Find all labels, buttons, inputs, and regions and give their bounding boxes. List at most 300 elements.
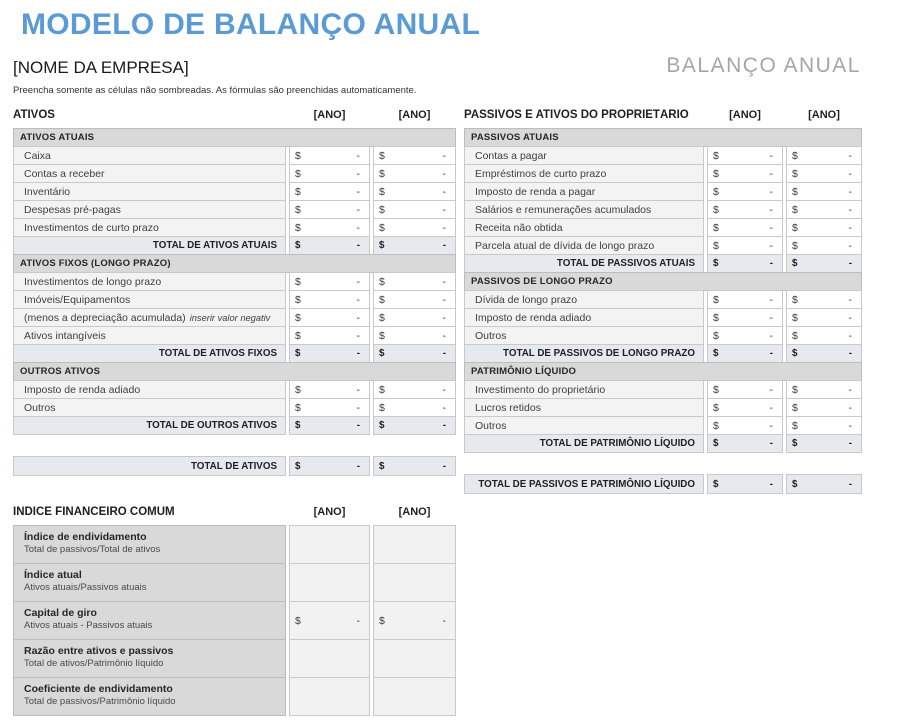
- amount-input-cell[interactable]: [289, 290, 370, 309]
- amount-value: -: [848, 258, 852, 269]
- amount-value: -: [442, 185, 446, 198]
- amount-value: -: [356, 311, 360, 324]
- currency-symbol: $: [379, 460, 385, 472]
- currency-symbol: $: [295, 614, 301, 627]
- section-header-row: [13, 128, 456, 147]
- amount-value: -: [848, 383, 852, 396]
- line-item-text: Salários e remunerações acumulados: [475, 203, 652, 216]
- currency-symbol: $: [295, 185, 301, 198]
- amount-value: -: [769, 185, 773, 198]
- amount-value: -: [848, 221, 852, 234]
- section-header-row: [464, 362, 862, 381]
- ratio-name: Capital de giro: [24, 607, 97, 619]
- currency-symbol: $: [792, 167, 798, 180]
- year-column-header: [ANO]: [729, 109, 761, 121]
- line-item-row: [13, 182, 456, 201]
- amount-input-cell[interactable]: [289, 326, 370, 345]
- currency-symbol: $: [792, 478, 798, 490]
- amount-value: -: [442, 240, 446, 251]
- line-item-row: [13, 398, 456, 417]
- year-column-header: [ANO]: [398, 109, 431, 121]
- amount-value: -: [769, 149, 773, 162]
- amount-value: -: [769, 401, 773, 414]
- currency-symbol: $: [295, 401, 301, 414]
- ratio-label: [13, 525, 286, 564]
- line-item-text: Imposto de renda adiado: [24, 383, 141, 396]
- currency-symbol: $: [379, 348, 385, 359]
- line-item-label: [464, 416, 704, 435]
- amount-value: -: [848, 167, 852, 180]
- currency-symbol: $: [295, 149, 301, 162]
- amount-value: -: [848, 478, 852, 490]
- amount-input-cell[interactable]: [786, 200, 862, 219]
- tables-area: [13, 105, 900, 716]
- amount-input-cell[interactable]: [786, 416, 862, 435]
- section-header-row: [464, 128, 862, 147]
- amount-value: -: [848, 348, 852, 359]
- line-item-label: [13, 272, 286, 291]
- amount-value: -: [356, 221, 360, 234]
- line-item-text: Investimento do proprietário: [475, 383, 606, 396]
- currency-symbol: $: [295, 420, 301, 431]
- ratio-label: [13, 639, 286, 678]
- line-item-text: Imposto de renda adiado: [475, 311, 592, 324]
- amount-value: -: [848, 438, 852, 449]
- currency-symbol: $: [792, 203, 798, 216]
- amount-value: -: [769, 478, 773, 490]
- currency-symbol: $: [379, 185, 385, 198]
- currency-symbol: $: [379, 221, 385, 234]
- currency-symbol: $: [379, 311, 385, 324]
- amount-input-cell[interactable]: [373, 326, 456, 345]
- amount-input-cell[interactable]: [289, 272, 370, 291]
- currency-symbol: $: [713, 221, 719, 234]
- amount-value: -: [848, 311, 852, 324]
- line-item-label: [13, 182, 286, 201]
- section-header: ATIVOS FIXOS (LONGO PRAZO): [13, 254, 456, 273]
- amount-value: -: [356, 383, 360, 396]
- amount-value: -: [442, 311, 446, 324]
- currency-symbol: $: [379, 420, 385, 431]
- subtotal-row: [464, 434, 862, 453]
- amount-value: -: [356, 420, 360, 431]
- amount-value: -: [769, 311, 773, 324]
- line-item-text: Contas a pagar: [475, 149, 547, 162]
- amount-input-cell[interactable]: [373, 290, 456, 309]
- amount-value: -: [769, 438, 773, 449]
- grand-total-label: TOTAL DE ATIVOS: [13, 456, 286, 476]
- ratio-row: [13, 563, 456, 602]
- liabilities-grand-total: [464, 474, 862, 494]
- ratio-formula: Ativos atuais - Passivos atuais: [24, 620, 153, 631]
- amount-value: -: [356, 167, 360, 180]
- line-item-row: [464, 398, 862, 417]
- line-item-row: [464, 326, 862, 345]
- currency-symbol: $: [713, 348, 719, 359]
- formula-cell: [289, 639, 370, 678]
- amount-input-cell[interactable]: [289, 146, 370, 165]
- amount-value: -: [769, 419, 773, 432]
- currency-symbol: $: [295, 293, 301, 306]
- line-item-text: Investimentos de curto prazo: [24, 221, 159, 234]
- currency-symbol: $: [379, 614, 385, 627]
- amount-value: -: [442, 275, 446, 288]
- line-item-text: Investimentos de longo prazo: [24, 275, 162, 288]
- subtotal-label: TOTAL DE PASSIVOS ATUAIS: [464, 254, 704, 273]
- currency-symbol: $: [792, 239, 798, 252]
- amount-input-cell[interactable]: [289, 200, 370, 219]
- ratio-row: [13, 639, 456, 678]
- line-item-row: [13, 146, 456, 165]
- section-header-row: [13, 362, 456, 381]
- amount-input-cell[interactable]: [786, 182, 862, 201]
- line-item-label: [13, 200, 286, 219]
- currency-symbol: $: [713, 383, 719, 396]
- currency-symbol: $: [792, 258, 798, 269]
- assets-table-title: ATIVOS: [13, 109, 55, 121]
- amount-formula-cell: [707, 434, 783, 453]
- amount-formula-cell: [707, 254, 783, 273]
- amount-value: -: [769, 239, 773, 252]
- line-item-note: inserir valor negativ: [189, 312, 271, 323]
- amount-input-cell[interactable]: [373, 380, 456, 399]
- amount-input-cell[interactable]: [786, 326, 862, 345]
- amount-value: -: [769, 293, 773, 306]
- amount-input-cell[interactable]: [707, 380, 783, 399]
- section-header: OUTROS ATIVOS: [13, 362, 456, 381]
- line-item-label: [13, 164, 286, 183]
- currency-symbol: $: [379, 383, 385, 396]
- ratio-formula: Total de ativos/Patrimônio líquido: [24, 658, 164, 669]
- currency-symbol: $: [295, 203, 301, 216]
- year-column-header: [ANO]: [313, 109, 346, 121]
- formula-cell: [289, 525, 370, 564]
- currency-symbol: $: [792, 383, 798, 396]
- amount-value: -: [356, 275, 360, 288]
- currency-symbol: $: [295, 167, 301, 180]
- currency-symbol: $: [379, 203, 385, 216]
- amount-input-cell[interactable]: [373, 398, 456, 417]
- amount-input-cell[interactable]: [786, 308, 862, 327]
- line-item-label: [13, 218, 286, 237]
- currency-symbol: $: [295, 329, 301, 342]
- line-item-text: (menos a depreciação acumulada): [24, 311, 186, 324]
- ratio-formula: Ativos atuais/Passivos atuais: [24, 582, 147, 593]
- line-item-row: [13, 272, 456, 291]
- amount-value: -: [356, 329, 360, 342]
- amount-formula-cell: [289, 416, 370, 435]
- amount-formula-cell: [786, 434, 862, 453]
- ratio-label: [13, 677, 286, 716]
- amount-input-cell[interactable]: [707, 164, 783, 183]
- line-item-label: [464, 290, 704, 309]
- liabilities-table-header: [464, 105, 862, 125]
- line-item-text: Caixa: [24, 149, 51, 162]
- amount-value: -: [442, 420, 446, 431]
- line-item-row: [464, 236, 862, 255]
- currency-symbol: $: [713, 478, 719, 490]
- currency-symbol: $: [295, 311, 301, 324]
- amount-value: -: [848, 293, 852, 306]
- currency-symbol: $: [792, 419, 798, 432]
- amount-input-cell[interactable]: [373, 218, 456, 237]
- amount-input-cell[interactable]: [373, 164, 456, 183]
- amount-value: -: [769, 258, 773, 269]
- liabilities-table-body: [464, 128, 862, 453]
- line-item-row: [464, 164, 862, 183]
- amount-value: -: [356, 185, 360, 198]
- currency-symbol: $: [379, 240, 385, 251]
- currency-symbol: $: [792, 293, 798, 306]
- amount-input-cell[interactable]: [373, 200, 456, 219]
- line-item-label: [464, 218, 704, 237]
- currency-symbol: $: [792, 401, 798, 414]
- company-name: [NOME DA EMPRESA]: [13, 58, 189, 77]
- amount-input-cell[interactable]: [786, 218, 862, 237]
- amount-value: -: [442, 383, 446, 396]
- line-item-text: Ativos intangíveis: [24, 329, 106, 342]
- amount-value: -: [769, 329, 773, 342]
- line-item-label: [464, 308, 704, 327]
- line-item-text: Dívida de longo prazo: [475, 293, 578, 306]
- line-item-row: [13, 380, 456, 399]
- line-item-label: [13, 146, 286, 165]
- currency-symbol: $: [713, 239, 719, 252]
- amount-input-cell[interactable]: [707, 416, 783, 435]
- amount-formula-cell: [786, 254, 862, 273]
- currency-symbol: $: [713, 311, 719, 324]
- amount-input-cell[interactable]: [289, 398, 370, 417]
- amount-value: -: [356, 293, 360, 306]
- subtotal-label: TOTAL DE ATIVOS ATUAIS: [13, 236, 286, 255]
- amount-input-cell[interactable]: [707, 398, 783, 417]
- subtotal-label: TOTAL DE OUTROS ATIVOS: [13, 416, 286, 435]
- amount-formula-cell: [289, 236, 370, 255]
- amount-input-cell[interactable]: [707, 290, 783, 309]
- amount-value: -: [442, 614, 446, 627]
- formula-cell: [373, 563, 456, 602]
- amount-value: -: [442, 348, 446, 359]
- formula-cell: [373, 525, 456, 564]
- line-item-label: [13, 290, 286, 309]
- amount-formula-cell: [786, 344, 862, 363]
- line-item-label: [13, 398, 286, 417]
- amount-input-cell[interactable]: [786, 398, 862, 417]
- amount-formula-cell: [707, 344, 783, 363]
- currency-symbol: $: [295, 460, 301, 472]
- liabilities-table-title: PASSIVOS E ATIVOS DO PROPRIETÁRIO: [464, 109, 689, 121]
- subtotal-row: [464, 344, 862, 363]
- amount-value: -: [848, 239, 852, 252]
- assets-table-header: [13, 105, 456, 125]
- ratio-row: [13, 601, 456, 640]
- amount-value: -: [356, 460, 360, 472]
- amount-input-cell[interactable]: [707, 236, 783, 255]
- ratio-label: [13, 601, 286, 640]
- amount-value: -: [442, 293, 446, 306]
- amount-value: -: [848, 149, 852, 162]
- line-item-row: [464, 200, 862, 219]
- amount-input-cell[interactable]: [373, 146, 456, 165]
- amount-formula-cell: [373, 236, 456, 255]
- amount-input-cell[interactable]: [373, 308, 456, 327]
- amount-value: -: [356, 240, 360, 251]
- amount-formula-cell: [707, 474, 783, 494]
- amount-formula-cell: [289, 456, 370, 476]
- currency-symbol: $: [792, 438, 798, 449]
- currency-symbol: $: [713, 149, 719, 162]
- line-item-text: Receita não obtida: [475, 221, 563, 234]
- amount-value: -: [356, 348, 360, 359]
- amount-value: -: [442, 167, 446, 180]
- grand-total-label: TOTAL DE PASSIVOS E PATRIMÔNIO LÍQUIDO: [464, 474, 704, 494]
- amount-input-cell[interactable]: [289, 380, 370, 399]
- line-item-label: [464, 182, 704, 201]
- amount-formula-cell: [373, 601, 456, 640]
- currency-symbol: $: [295, 221, 301, 234]
- amount-input-cell[interactable]: [373, 182, 456, 201]
- currency-symbol: $: [792, 149, 798, 162]
- ratio-row: [13, 677, 456, 716]
- amount-value: -: [442, 203, 446, 216]
- amount-input-cell[interactable]: [289, 218, 370, 237]
- amount-value: -: [848, 419, 852, 432]
- amount-value: -: [356, 203, 360, 216]
- line-item-label: [464, 146, 704, 165]
- amount-input-cell[interactable]: [786, 380, 862, 399]
- amount-value: -: [442, 460, 446, 472]
- line-item-row: [464, 308, 862, 327]
- amount-input-cell[interactable]: [289, 308, 370, 327]
- right-column: [464, 105, 862, 716]
- amount-input-cell[interactable]: [707, 308, 783, 327]
- formula-cell: [373, 639, 456, 678]
- line-item-text: Contas a receber: [24, 167, 105, 180]
- line-item-label: [464, 200, 704, 219]
- amount-input-cell[interactable]: [289, 164, 370, 183]
- liabilities-table: [464, 105, 862, 494]
- amount-input-cell[interactable]: [707, 326, 783, 345]
- amount-value: -: [848, 203, 852, 216]
- line-item-label: [464, 164, 704, 183]
- currency-symbol: $: [792, 348, 798, 359]
- section-header-row: [13, 254, 456, 273]
- subtotal-label: TOTAL DE ATIVOS FIXOS: [13, 344, 286, 363]
- document-label: BALANÇO ANUAL: [666, 54, 861, 77]
- line-item-text: Imposto de renda a pagar: [475, 185, 596, 198]
- amount-input-cell[interactable]: [786, 290, 862, 309]
- line-item-label: [464, 326, 704, 345]
- subtotal-label: TOTAL DE PASSIVOS DE LONGO PRAZO: [464, 344, 704, 363]
- currency-symbol: $: [295, 240, 301, 251]
- currency-symbol: $: [792, 221, 798, 234]
- grand-total-row: [13, 456, 456, 476]
- amount-input-cell[interactable]: [707, 146, 783, 165]
- line-item-label: [13, 380, 286, 399]
- amount-formula-cell: [373, 456, 456, 476]
- section-header: PASSIVOS ATUAIS: [464, 128, 862, 147]
- currency-symbol: $: [713, 329, 719, 342]
- amount-input-cell[interactable]: [707, 182, 783, 201]
- currency-symbol: $: [713, 401, 719, 414]
- currency-symbol: $: [713, 258, 719, 269]
- amount-input-cell[interactable]: [707, 200, 783, 219]
- amount-value: -: [769, 167, 773, 180]
- amount-formula-cell: [373, 416, 456, 435]
- year-column-header: [ANO]: [808, 109, 840, 121]
- currency-symbol: $: [713, 203, 719, 216]
- currency-symbol: $: [379, 293, 385, 306]
- line-item-row: [13, 164, 456, 183]
- line-item-label: [13, 326, 286, 345]
- currency-symbol: $: [792, 311, 798, 324]
- amount-value: -: [442, 221, 446, 234]
- amount-value: -: [769, 348, 773, 359]
- currency-symbol: $: [713, 167, 719, 180]
- ratio-formula: Total de passivos/Patrimônio líquido: [24, 696, 176, 707]
- ratios-table-title: ÍNDICE FINANCEIRO COMUM: [13, 506, 175, 518]
- amount-input-cell[interactable]: [786, 164, 862, 183]
- amount-input-cell[interactable]: [786, 146, 862, 165]
- grand-total-row: [464, 474, 862, 494]
- amount-value: -: [769, 383, 773, 396]
- instructions-note: Preencha somente as células não sombreadas. As fórmulas são preenchidas automaticamente.: [13, 85, 417, 96]
- subtotal-label: TOTAL DE PATRIMÔNIO LÍQUIDO: [464, 434, 704, 453]
- formula-cell: [373, 677, 456, 716]
- section-header-row: [464, 272, 862, 291]
- ratio-row: [13, 525, 456, 564]
- line-item-text: Lucros retidos: [475, 401, 541, 414]
- line-item-label: [13, 308, 286, 327]
- line-item-row: [464, 182, 862, 201]
- subtotal-row: [13, 344, 456, 363]
- line-item-text: Parcela atual de dívida de longo prazo: [475, 239, 655, 252]
- line-item-row: [13, 218, 456, 237]
- amount-value: -: [848, 329, 852, 342]
- ratio-formula: Total de passivos/Total de ativos: [24, 544, 161, 555]
- subtotal-row: [464, 254, 862, 273]
- amount-formula-cell: [289, 601, 370, 640]
- section-header: PATRIMÔNIO LÍQUIDO: [464, 362, 862, 381]
- ratios-table-header: [13, 502, 456, 522]
- ratio-label: [13, 563, 286, 602]
- amount-input-cell[interactable]: [373, 272, 456, 291]
- ratio-name: Índice atual: [24, 569, 82, 581]
- currency-symbol: $: [379, 275, 385, 288]
- amount-value: -: [442, 329, 446, 342]
- currency-symbol: $: [379, 167, 385, 180]
- line-item-row: [464, 416, 862, 435]
- line-item-text: Outros: [475, 329, 507, 342]
- line-item-text: Empréstimos de curto prazo: [475, 167, 607, 180]
- amount-value: -: [848, 185, 852, 198]
- formula-cell: [289, 563, 370, 602]
- ratio-name: Razão entre ativos e passivos: [24, 645, 174, 657]
- section-header: PASSIVOS DE LONGO PRAZO: [464, 272, 862, 291]
- amount-input-cell[interactable]: [289, 182, 370, 201]
- line-item-text: Outros: [24, 401, 56, 414]
- amount-input-cell[interactable]: [786, 236, 862, 255]
- year-column-header: [ANO]: [313, 506, 346, 518]
- line-item-row: [13, 308, 456, 327]
- amount-input-cell[interactable]: [707, 218, 783, 237]
- line-item-row: [13, 200, 456, 219]
- line-item-row: [464, 380, 862, 399]
- assets-table-body: [13, 128, 456, 435]
- amount-value: -: [769, 221, 773, 234]
- line-item-text: Despesas pré-pagas: [24, 203, 121, 216]
- line-item-row: [464, 218, 862, 237]
